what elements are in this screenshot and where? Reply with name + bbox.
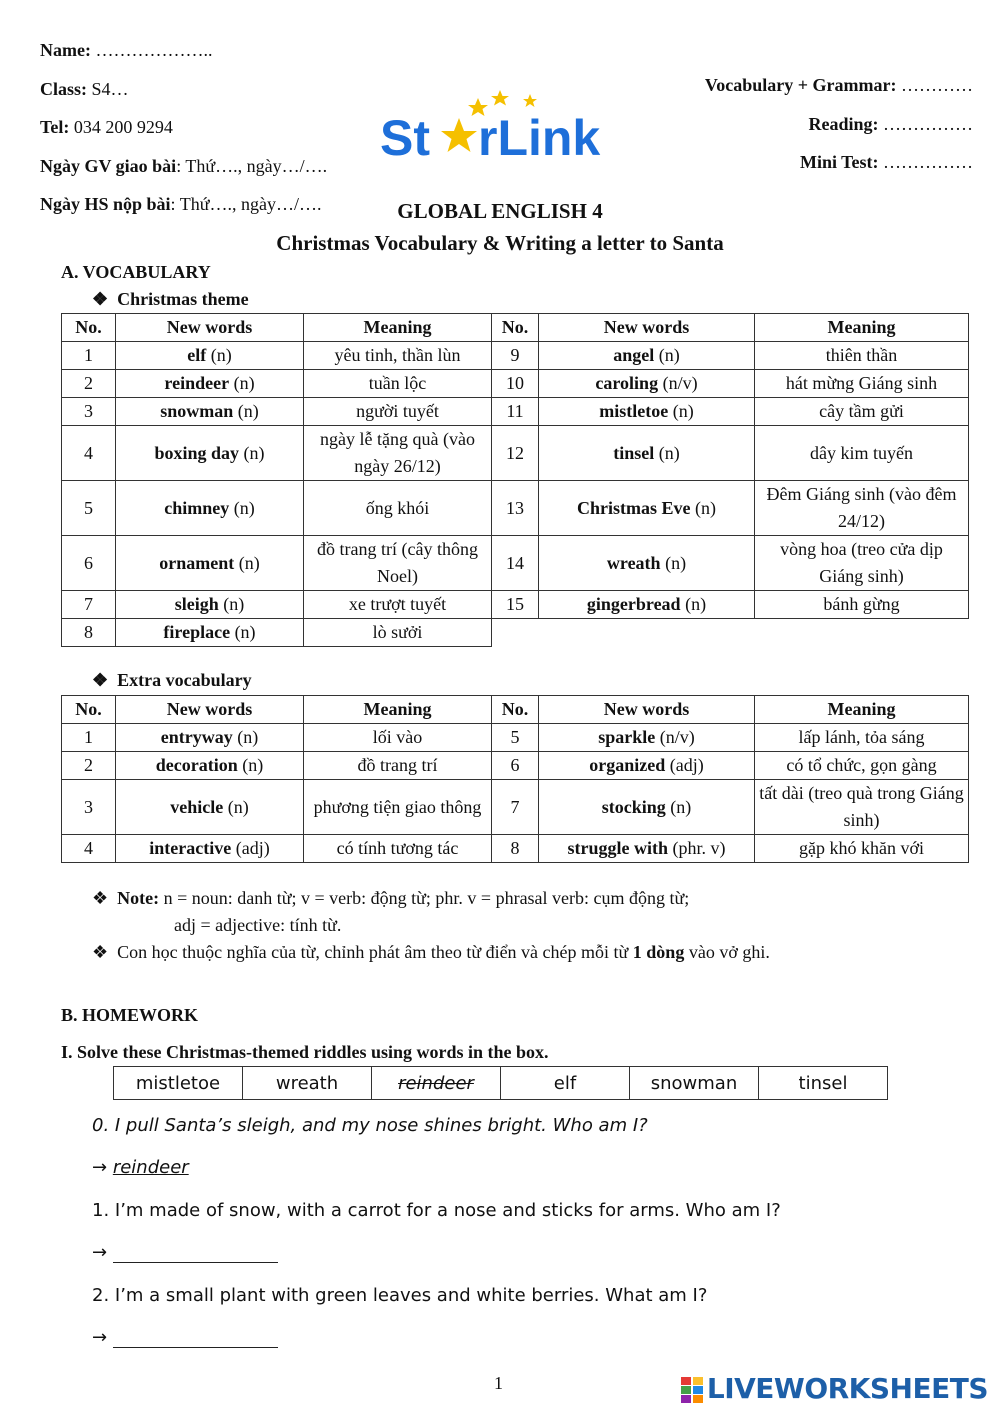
word-box-item: elf [501, 1067, 630, 1100]
row-number: 7 [492, 780, 539, 835]
vocab-meaning: lò sưởi [304, 619, 492, 647]
reading-score: Reading: …………… [808, 113, 973, 134]
page-number: 1 [494, 1373, 503, 1393]
vocab-meaning: dây kim tuyến [755, 426, 969, 481]
question-1: 1. I’m made of snow, with a carrot for a nose and sticks for arms. Who am I? [92, 1200, 781, 1221]
table-row [62, 780, 969, 835]
vocab-word: tinsel (n) [539, 426, 755, 481]
vocab-word: organized (adj) [539, 752, 755, 780]
vocab-word: sleigh (n) [116, 591, 304, 619]
liveworksheets-logo: LIVEWORKSHEETS [681, 1372, 988, 1405]
vocab-word: fireplace (n) [116, 619, 304, 647]
row-number: 1 [62, 724, 116, 752]
row-number: 6 [62, 536, 116, 591]
vocab-meaning: đồ trang trí (cây thông Noel) [304, 536, 492, 591]
word-box-item: wreath [243, 1067, 372, 1100]
table-row [62, 591, 969, 619]
vocab-word: Christmas Eve (n) [539, 481, 755, 536]
vocab-word: struggle with (phr. v) [539, 835, 755, 863]
note-line: ❖ Note: n = noun: danh từ; v = verb: động từ; phr. v = phrasal verb: cụm động từ; [92, 888, 690, 908]
vocab-meaning: có tổ chức, gọn gàng [755, 752, 969, 780]
page-title: GLOBAL ENGLISH 4 [397, 199, 603, 223]
table-header-row: No. New words Meaning No. New words Meaning [62, 314, 969, 342]
vocab-word: interactive (adj) [116, 835, 304, 863]
vocab-meaning: lấp lánh, tỏa sáng [755, 724, 969, 752]
christmas-theme-heading: ❖ Christmas theme [92, 289, 249, 309]
row-number: 2 [62, 370, 116, 398]
star-icon [491, 90, 509, 106]
row-number: 3 [62, 398, 116, 426]
row-number: 4 [62, 835, 116, 863]
note-line-2: adj = adjective: tính từ. [174, 915, 342, 935]
word-box-item: snowman [630, 1067, 759, 1100]
vocab-word: gingerbread (n) [539, 591, 755, 619]
answer-2-blank[interactable] [113, 1329, 278, 1348]
section-b-heading: B. HOMEWORK [61, 1005, 199, 1025]
table-row [62, 752, 969, 780]
vocab-word: angel (n) [539, 342, 755, 370]
vocab-meaning: tất dài (treo quà trong Giáng sinh) [755, 780, 969, 835]
vocab-meaning: người tuyết [304, 398, 492, 426]
table-row [62, 536, 969, 591]
tel-line: Tel: 034 200 9294 [40, 117, 173, 137]
vocab-meaning: xe trượt tuyết [304, 591, 492, 619]
row-number: 2 [62, 752, 116, 780]
table-row [62, 481, 969, 536]
vocab-meaning: hát mừng Giáng sinh [755, 370, 969, 398]
assign-date-line: Ngày GV giao bài: Thứ…., ngày…/…. [40, 155, 328, 176]
vocab-meaning: yêu tinh, thần lùn [304, 342, 492, 370]
score-info [705, 73, 973, 189]
answer-2-row: → [92, 1327, 278, 1348]
word-box-item: reindeer [372, 1067, 501, 1100]
vocab-word: elf (n) [116, 342, 304, 370]
row-number: 11 [492, 398, 539, 426]
table-row [62, 724, 969, 752]
vocab-word: ornament (n) [116, 536, 304, 591]
extra-vocab-table [61, 695, 969, 863]
row-number: 14 [492, 536, 539, 591]
table-row [62, 619, 969, 647]
vocab-word: reindeer (n) [116, 370, 304, 398]
vocab-meaning: ngày lễ tặng quà (vào ngày 26/12) [304, 426, 492, 481]
vocab-meaning: có tính tương tác [304, 835, 492, 863]
vocab-meaning: phương tiện giao thông [304, 780, 492, 835]
vocab-word: chimney (n) [116, 481, 304, 536]
vocab-word: vehicle (n) [116, 780, 304, 835]
name-line: Name: ……………….. [40, 40, 213, 60]
table-header-row: No. New words Meaning No. New words Meaning [62, 696, 969, 724]
vocab-word: entryway (n) [116, 724, 304, 752]
vocab-word: caroling (n/v) [539, 370, 755, 398]
vocab-meaning: Đêm Giáng sinh (vào đêm 24/12) [755, 481, 969, 536]
table-row [62, 342, 969, 370]
submit-date-line: Ngày HS nộp bài: Thứ…., ngày…/…. [40, 194, 322, 214]
vocab-meaning: ống khói [304, 481, 492, 536]
row-number: 1 [62, 342, 116, 370]
vocab-meaning: bánh gừng [755, 591, 969, 619]
liveworksheets-icon [681, 1377, 703, 1403]
vocab-meaning: tuần lộc [304, 370, 492, 398]
row-number: 7 [62, 591, 116, 619]
class-line: Class: S4… [40, 78, 129, 99]
row-number: 6 [492, 752, 539, 780]
vocab-grammar-score: Vocabulary + Grammar: ………… [704, 75, 973, 95]
table-row [62, 398, 969, 426]
task-1-instruction: I. Solve these Christmas-themed riddles using words in the box. [61, 1042, 549, 1062]
vocab-word: snowman (n) [116, 398, 304, 426]
vocab-word: stocking (n) [539, 780, 755, 835]
table-row [62, 370, 969, 398]
star-icon [441, 118, 477, 152]
vocab-meaning: đồ trang trí [304, 752, 492, 780]
row-number: 3 [62, 780, 116, 835]
vocab-word: decoration (n) [116, 752, 304, 780]
example-answer: → reindeer [92, 1157, 189, 1178]
row-number: 15 [492, 591, 539, 619]
section-a-heading: A. VOCABULARY [61, 262, 211, 282]
vocab-meaning: lối vào [304, 724, 492, 752]
answer-1-blank[interactable] [113, 1244, 278, 1263]
row-number: 9 [492, 342, 539, 370]
example-question: 0. I pull Santa’s sleigh, and my nose shines bright. Who am I? [92, 1115, 648, 1136]
svg-text:St: St [380, 110, 430, 166]
vocab-meaning: cây tầm gửi [755, 398, 969, 426]
extra-vocab-heading: ❖ Extra vocabulary [92, 670, 252, 690]
starlink-logo [378, 88, 628, 168]
vocab-word: sparkle (n/v) [539, 724, 755, 752]
row-number: 13 [492, 481, 539, 536]
question-2: 2. I’m a small plant with green leaves and white berries. What am I? [92, 1285, 708, 1306]
row-number: 5 [62, 481, 116, 536]
row-number: 8 [492, 835, 539, 863]
row-number: 12 [492, 426, 539, 481]
svg-text:rLink: rLink [478, 110, 601, 166]
vocab-word: wreath (n) [539, 536, 755, 591]
christmas-vocab-table [61, 313, 969, 647]
study-instruction: ❖ Con học thuộc nghĩa của từ, chỉnh phát âm theo từ điển và chép mỗi từ 1 dòng vào vở ghi. [92, 942, 770, 962]
vocab-meaning: gặp khó khăn với [755, 835, 969, 863]
star-icon [523, 94, 537, 107]
word-box [113, 1066, 888, 1100]
word-box-item: mistletoe [114, 1067, 243, 1100]
answer-1-row: → [92, 1242, 278, 1263]
row-number: 10 [492, 370, 539, 398]
vocab-word: boxing day (n) [116, 426, 304, 481]
word-box-item: tinsel [759, 1067, 888, 1100]
vocab-meaning: vòng hoa (treo cửa dịp Giáng sinh) [755, 536, 969, 591]
row-number: 8 [62, 619, 116, 647]
table-row [62, 426, 969, 481]
table-row [62, 835, 969, 863]
row-number: 5 [492, 724, 539, 752]
vocab-word: mistletoe (n) [539, 398, 755, 426]
row-number: 4 [62, 426, 116, 481]
minitest-score: Mini Test: …………… [799, 152, 973, 172]
page-subtitle: Christmas Vocabulary & Writing a letter to Santa [276, 231, 724, 255]
vocab-meaning: thiên thần [755, 342, 969, 370]
